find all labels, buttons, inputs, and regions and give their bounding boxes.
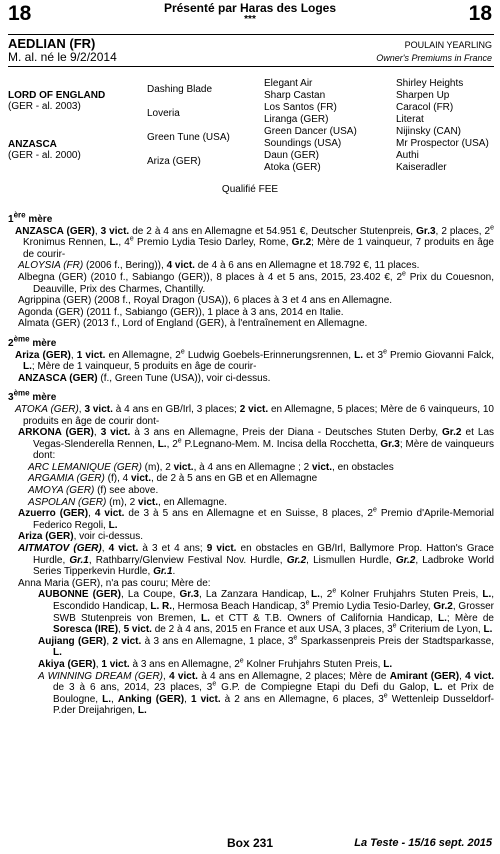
stars: *** xyxy=(244,14,256,25)
produce-aubonne: AUBONNE (GER), La Coupe, Gr.3, La Zanzara Handicap, L., 2e Kolner Fruhjahrs Stuten Preis, L., Escondido Handicap, L. R., Hermosa Beach Handicap, 3e Premio Lydia Tesio-Darley, Gr.2, Grosser SWB Stutenpreis von Bremen, L. et CTT & T.B. Owners of California Handicap, L.; Mère de Soresca (IRE), 5 vict. de 2 à 4 ans, 2015 en France et aux USA, 3 places, 3e Criterium de Lyon, L. xyxy=(38,588,495,636)
second-dam-ariza: Ariza (GER), 1 vict. en Allemagne, 2e Ludwig Goebels-Erinnerungsrennen, L. et 3e Premio Giovanni Falck, L.; Mère de 1 vainqueur, 5 produits en âge de courir- xyxy=(15,348,495,373)
dam-name: ANZASCA xyxy=(8,139,57,150)
pedigree-g4-6: Authi xyxy=(396,150,419,161)
section-third-dam: 3ème mère xyxy=(8,388,57,404)
footer-sale: La Teste - 15/16 sept. 2015 xyxy=(354,837,492,849)
produce-aitmatov: AITMATOV (GER), 4 vict. à 3 et 4 ans; 9 vict. en obstacles en GB/Irl, Ballymore Prop. Hatton's Grace Hurdle, Gr.1, Rathbarry/Glenview Festival Nov. Hurdle, Gr.2, Lismullen Hurdle, Gr.2, Ladbroke World Series Tipperkevin Hurdle, Gr.1. xyxy=(18,543,495,578)
pedigree-g2-1: Loveria xyxy=(147,108,180,119)
produce-anna-maria: Anna Maria (GER), n'a pas couru; Mère de: xyxy=(18,577,211,589)
pedigree-g2-0: Dashing Blade xyxy=(147,84,213,95)
produce-azuerro: Azuerro (GER), 4 vict. de 3 à 5 ans en Allemagne et en Suisse, 8 places, 2e Premio d'Aprile-Memorial Federico Regoli, L. xyxy=(18,506,494,531)
pedigree-g4-0: Shirley Heights xyxy=(396,78,464,89)
section-second-dam: 2ème mère xyxy=(8,334,57,349)
header-rule-bottom xyxy=(8,66,494,67)
pedigree-g4-2: Caracol (FR) xyxy=(396,102,454,113)
pedigree-g2-3: Ariza (GER) xyxy=(147,156,201,167)
pedigree-g3-4: Green Dancer (USA) xyxy=(264,126,357,137)
footer-box: Box 231 xyxy=(226,836,274,850)
first-dam-anzasca: ANZASCA (GER), 3 vict. de 2 à 4 ans en Allemagne et 54.951 €, Deutscher Stutenpreis, Gr.3, 2 places, 2e Kronimus Rennen, L., 4e Premio Lydia Tesio Darley, Rome, Gr.2; Mère de 1 vainqueur, 7 produits en âge de courir- xyxy=(15,224,495,260)
pedigree-g3-3: Liranga (GER) xyxy=(264,114,329,125)
pedigree-g3-7: Atoka (GER) xyxy=(264,162,321,173)
family-details xyxy=(8,208,494,717)
third-dam-atoka: ATOKA (GER), 3 vict. à 4 ans en GB/Irl, 3 places; 2 vict. en Allemagne, 5 places; Mère de 6 vainqueurs, 10 produits en âge de courir dont- xyxy=(15,403,494,427)
produce-akiya: Akiya (GER), 1 vict. à 3 ans en Allemagne, 2e Kolner Fruhjahrs Stuten Preis, L. xyxy=(38,657,393,670)
produce-anzasca: ANZASCA (GER) (f., Green Tune (USA)), voir ci-dessus. xyxy=(18,372,271,384)
sire-info: (GER - al. 2003) xyxy=(8,101,81,112)
produce-ariza: Ariza (GER), voir ci-dessus. xyxy=(18,531,144,543)
pedigree-g3-0: Elegant Air xyxy=(264,78,313,89)
produce-almata: Almata (GER) (2013 f., Lord of England (GER), à l'entraînement en Allemagne. xyxy=(18,318,368,330)
produce-agrippina: Agrippina (GER) (2008 f., Royal Dragon (USA)), 6 places à 3 et 4 ans en Allemagne. xyxy=(18,295,393,307)
section-first-dam: 1ère mère xyxy=(8,210,53,225)
pedigree-g2-2: Green Tune (USA) xyxy=(147,132,230,143)
produce-amoya: AMOYA (GER) (f) see above. xyxy=(28,485,159,497)
produce-argamia: ARGAMIA (GER) (f), 4 vict., de 2 à 5 ans en GB et en Allemagne xyxy=(28,473,318,485)
pedigree-g4-3: Literat xyxy=(396,114,424,125)
horse-name: AEDLIAN (FR) xyxy=(8,36,96,51)
produce-arkona: ARKONA (GER), 3 vict. à 3 ans en Allemagne, Preis der Diana - Deutsches Stuten Derby, Gr.2 et Las Vegas-Slenderella Rennen, L., 2e P.Legnano-Mem. M. Incisa della Rocchetta, Gr.3; Mère de vainqueurs dont: xyxy=(18,427,495,462)
presented-by: Présenté par Haras des Loges xyxy=(163,1,337,15)
produce-albegna: Albegna (GER) (2010 f., Sabiango (GER)), 8 places à 4 et 5 ans, 2015, 23.402 €, 2e Prix du Couesnon, Deauville, Prix des Charmes, Chantilly. xyxy=(18,270,494,295)
produce-aspolan: ASPOLAN (GER) (m), 2 vict., en Allemagne. xyxy=(28,496,227,508)
lot-number-left: 18 xyxy=(8,2,32,25)
produce-arc-lemanique: ARC LEMANIQUE (GER) (m), 2 vict., à 4 ans en Allemagne ; 2 vict., en obstacles xyxy=(28,461,394,473)
pedigree-g3-2: Los Santos (FR) xyxy=(264,102,337,113)
lot-number-right: 18 xyxy=(468,2,492,25)
pedigree-g4-7: Kaiseradler xyxy=(396,162,447,173)
produce-a-winning-dream: A WINNING DREAM (GER), 4 vict. à 4 ans en Allemagne, 2 places; Mère de Amirant (GER), 4 vict. de 3 à 6 ans, 2014, 23 places, 3e G.P. de Compiegne Etapi du Defi du Galop, L. et Prix de Boulogne, L., Anking (GER), 1 vict. à 2 ans en Allemagne, 6 places, 3e Wettenleip Dusseldorf-P.der Dreijahrigen, L. xyxy=(38,670,494,717)
pedigree-g3-5: Soundings (USA) xyxy=(264,138,342,149)
owner-premium: Owner's Premiums in France xyxy=(376,53,492,63)
pedigree-g3-1: Sharp Castan xyxy=(264,90,326,101)
pedigree-g3-6: Daun (GER) xyxy=(264,150,320,161)
qualification: Qualifié FEE xyxy=(221,184,279,195)
horse-details: M. al. né le 9/2/2014 xyxy=(8,50,117,64)
produce-aujiang: Aujiang (GER), 2 vict. à 3 ans en Allemagne, 1 place, 3e Sparkassenpreis Preis der Stadtsparkasse, L. xyxy=(38,634,494,659)
pedigree-g4-1: Sharpen Up xyxy=(396,90,450,101)
horse-category: POULAIN YEARLING xyxy=(404,40,492,50)
dam-info: (GER - al. 2000) xyxy=(8,150,81,161)
header-rule-top xyxy=(8,34,494,35)
pedigree-g4-4: Nijinsky (CAN) xyxy=(396,126,461,137)
produce-aloysia: ALOYSIA (FR) (2006 f., Bering)), 4 vict. de 4 à 6 ans en Allemagne et 18.792 €, 11 places. xyxy=(18,260,420,272)
sire-name: LORD OF ENGLAND xyxy=(8,90,106,101)
produce-agonda: Agonda (GER) (2011 f., Sabiango (GER)), 1 place à 3 ans, 2014 en Italie. xyxy=(18,306,344,318)
pedigree-g4-5: Mr Prospector (USA) xyxy=(396,138,489,149)
